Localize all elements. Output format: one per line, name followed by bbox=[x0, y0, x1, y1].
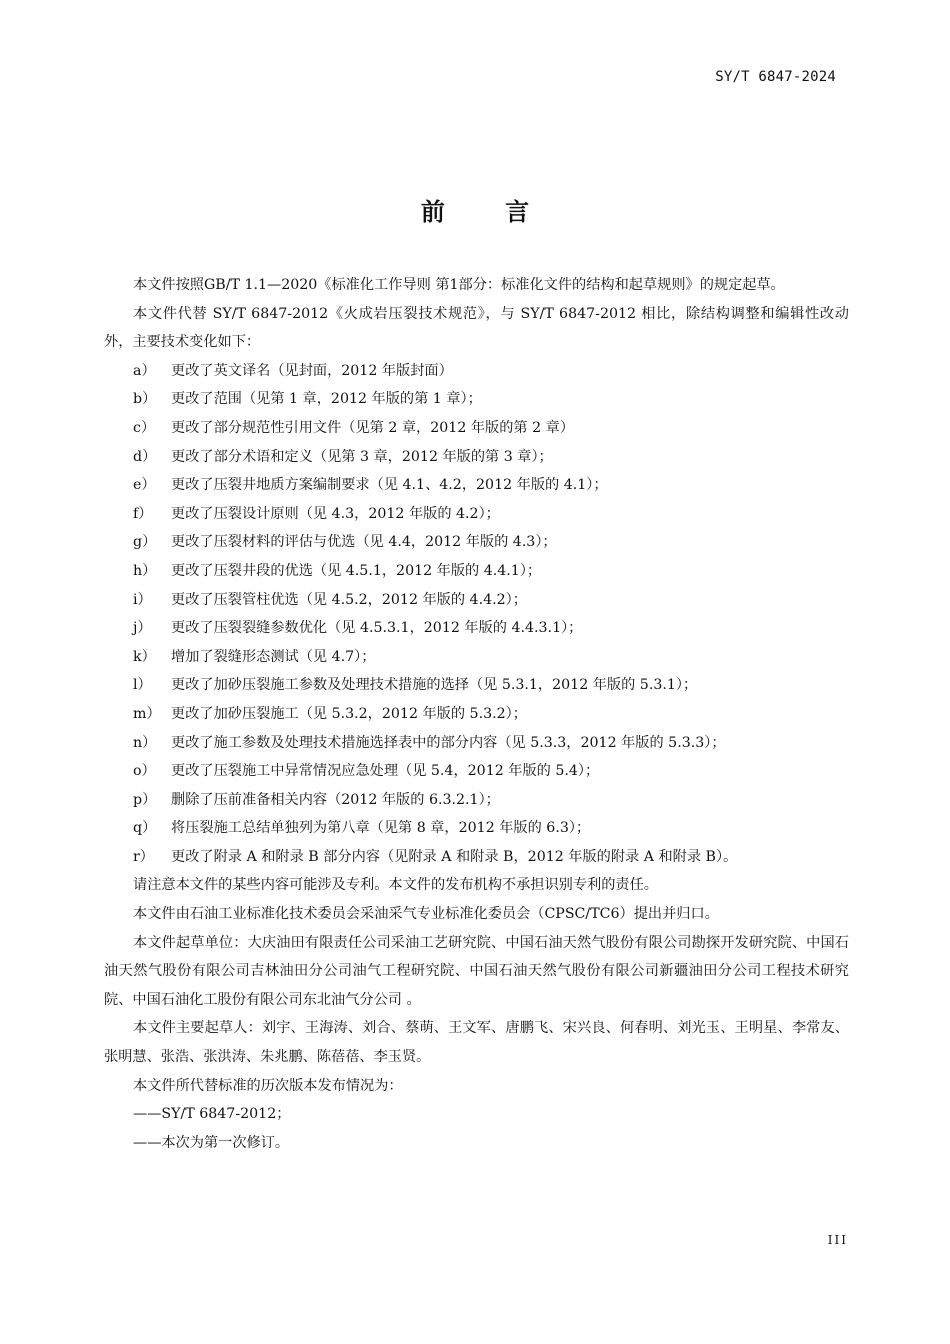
history-intro-paragraph: 本文件所代替标准的历次版本发布情况为： bbox=[133, 1077, 403, 1094]
drafters-paragraph: 本文件主要起草人：刘宇、王海涛、刘合、蔡萌、王文军、唐鹏飞、宋兴良、何春明、刘光玉、王明星、李常友、张明慧、张浩、张洪涛、朱兆鹏、陈蓓蓓、李玉贤。 bbox=[104, 1020, 849, 1066]
list-item-text: 更改了英文译名（见封面，2012 年版封面） bbox=[171, 362, 453, 379]
list-marker: m） bbox=[133, 705, 161, 722]
list-marker: o） bbox=[133, 763, 156, 780]
list-item bbox=[104, 443, 849, 472]
list-marker: r） bbox=[133, 848, 154, 865]
list-item bbox=[104, 586, 849, 615]
list-item bbox=[104, 471, 849, 500]
list-item-text: 更改了施工参数及处理技术措施选择表中的部分内容（见 5.3.3，2012 年版的 5.3.3）； bbox=[171, 734, 726, 751]
list-item bbox=[104, 500, 849, 529]
drafting-units-paragraph: 本文件起草单位：大庆油田有限责任公司采油工艺研究院、中国石油天然气股份有限公司勘探开发研究院、中国石油天然气股份有限公司吉林油田分公司油气工程研究院、中国石油天然气股份有限公司新疆油田分公司工程技术研究院、中国石油化工股份有限公司东北油气分公司 。 bbox=[104, 934, 849, 1008]
intro-paragraph: 本文件按照GB/T 1.1—2020《标准化工作导则 第1部分：标准化文件的结构和起草规则》的规定起草。 bbox=[133, 277, 785, 293]
list-item bbox=[104, 729, 849, 758]
list-item bbox=[104, 385, 849, 414]
list-item-text: 更改了部分规范性引用文件（见第 2 章，2012 年版的第 2 章） bbox=[171, 419, 575, 436]
list-item bbox=[104, 557, 849, 586]
standard-code: SY/T 6847-2024 bbox=[715, 69, 836, 85]
list-item-text: 更改了加砂压裂施工（见 5.3.2，2012 年版的 5.3.2）； bbox=[171, 705, 527, 722]
list-marker: g） bbox=[133, 534, 157, 551]
list-item bbox=[104, 643, 849, 672]
intro-paragraph: 本文件代替 SY/T 6847-2012《火成岩压裂技术规范》，与 SY/T 6847-2012 相比，除结构调整和编辑性改动外，主要技术变化如下： bbox=[104, 305, 849, 351]
page-number: III bbox=[827, 1233, 848, 1247]
list-item-text: 更改了附录 A 和附录 B 部分内容（见附录 A 和附录 B，2012 年版的附录 A 和附录 B）。 bbox=[171, 848, 738, 865]
list-item bbox=[104, 414, 849, 443]
list-item-text: 更改了压裂井地质方案编制要求（见 4.1、4.2，2012 年版的 4.1）； bbox=[171, 477, 608, 494]
list-item-text: 更改了部分术语和定义（见第 3 章，2012 年版的第 3 章）； bbox=[171, 448, 553, 465]
list-item-text: 更改了压裂井段的优选（见 4.5.1，2012 年版的 4.4.1）； bbox=[171, 562, 542, 579]
list-item-text: 更改了压裂设计原则（见 4.3，2012 年版的 4.2）； bbox=[171, 505, 500, 522]
list-item-text: 增加了裂缝形态测试（见 4.7）； bbox=[171, 648, 376, 665]
list-item bbox=[104, 528, 849, 557]
list-marker: i） bbox=[133, 591, 152, 608]
list-item bbox=[104, 843, 849, 872]
list-marker: b） bbox=[133, 391, 157, 408]
list-item-text: 更改了加砂压裂施工参数及处理技术措施的选择（见 5.3.1，2012 年版的 5.3.1）； bbox=[171, 677, 698, 694]
list-item-text: 删除了压前准备相关内容（2012 年版的 6.3.2.1）； bbox=[171, 791, 500, 808]
list-item bbox=[104, 757, 849, 786]
patent-notice-paragraph: 请注意本文件的某些内容可能涉及专利。本文件的发布机构不承担识别专利的责任。 bbox=[133, 877, 658, 894]
committee-paragraph: 本文件由石油工业标准化技术委员会采油采气专业标准化委员会（CPSC/TC6）提出并归口。 bbox=[133, 906, 719, 923]
list-marker: c） bbox=[133, 419, 156, 436]
list-item-text: 更改了压裂裂缝参数优化（见 4.5.3.1，2012 年版的 4.4.3.1）； bbox=[171, 620, 583, 637]
list-item-text: 更改了压裂管柱优选（见 4.5.2，2012 年版的 4.4.2）； bbox=[171, 591, 527, 608]
list-item bbox=[104, 786, 849, 815]
page-title: 前 言 bbox=[420, 198, 556, 226]
list-marker: a） bbox=[133, 362, 156, 379]
list-marker: h） bbox=[133, 562, 157, 579]
list-item bbox=[104, 700, 849, 729]
list-marker: f） bbox=[133, 505, 153, 522]
list-item bbox=[104, 814, 849, 843]
history-item: ——本次为第一次修订。 bbox=[133, 1134, 290, 1151]
list-marker: e） bbox=[133, 477, 156, 494]
list-item bbox=[104, 614, 849, 643]
list-marker: n） bbox=[133, 734, 157, 751]
list-marker: p） bbox=[133, 791, 157, 808]
list-marker: l） bbox=[133, 677, 152, 694]
list-marker: k） bbox=[133, 648, 156, 665]
history-item: ——SY/T 6847-2012； bbox=[133, 1106, 291, 1123]
list-item-text: 更改了压裂材料的评估与优选（见 4.4，2012 年版的 4.3）； bbox=[171, 534, 557, 551]
list-marker: d） bbox=[133, 448, 157, 465]
list-item bbox=[104, 671, 849, 700]
document-body bbox=[104, 271, 849, 1157]
list-item bbox=[104, 357, 849, 386]
changes-list bbox=[104, 357, 849, 872]
list-item-text: 将压裂施工总结单独列为第八章（见第 8 章，2012 年版的 6.3）； bbox=[171, 820, 591, 837]
list-marker: j） bbox=[133, 620, 152, 637]
list-marker: q） bbox=[133, 820, 157, 837]
list-item-text: 更改了压裂施工中异常情况应急处理（见 5.4，2012 年版的 5.4）； bbox=[171, 763, 600, 780]
list-item-text: 更改了范围（见第 1 章，2012 年版的第 1 章）； bbox=[171, 391, 482, 408]
